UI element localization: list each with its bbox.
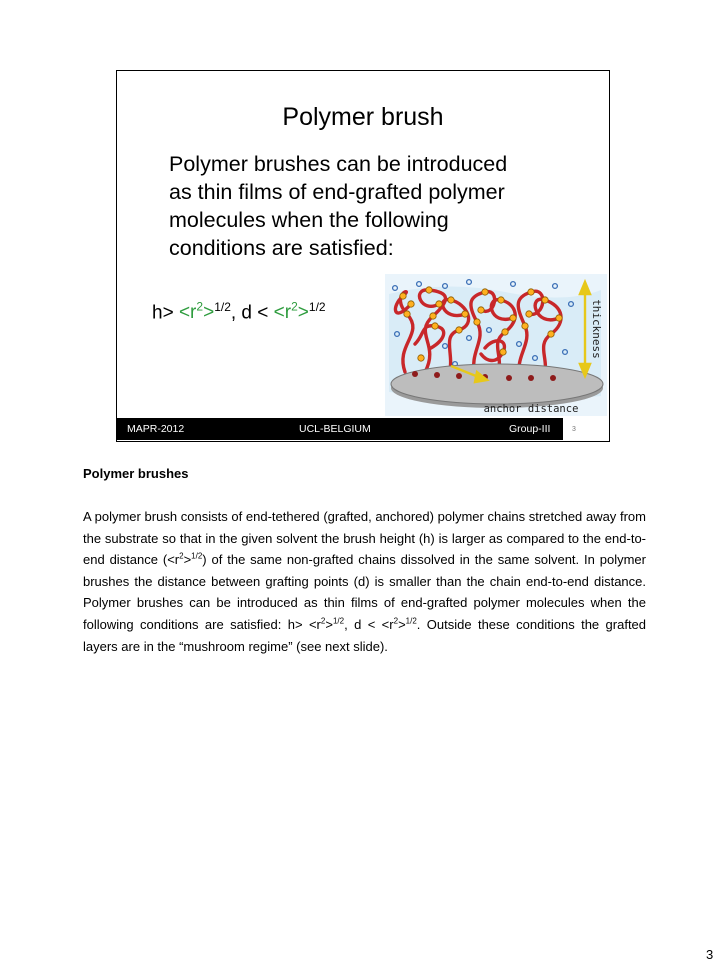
slide-title: Polymer brush: [282, 103, 444, 131]
formula-r2-term: $<r^2>$: [273, 300, 309, 324]
slide-text-line: as thin films of end-grafted polymer: [169, 180, 505, 204]
footer-right-text: Group-III: [509, 423, 551, 435]
formula-exponent: 1/2: [308, 300, 326, 314]
substrate-disk: [391, 364, 603, 404]
thickness-label: thickness: [590, 299, 603, 359]
notes-paragraph: A polymer brush consists of end-tethered (grafted, anchored) polymer chains stretched away from the substrate so that in the given solvent the brush height (h) is larger as compared to the end-to-end distance $(<r^2>^{1/2})$ of the same non-grafted chains dissolved in the same solvent. In polymer brushes the distance between grafting points (d) is smaller than the chain end-to-end distance. Polymer brushes can be introduced as thin films of end-grafted polymer molecules when the following conditions are satisfied: $h> <r^2>^{1/2}$, $d < <r^2>^{1/2}$. Outside these conditions the grafted layers are in the “mushroom regime” (see next slide).: [83, 509, 647, 654]
slide-text-line: molecules when the following: [169, 208, 449, 232]
slide-footer-bar: [117, 418, 563, 440]
slide-number: 3: [572, 426, 576, 433]
notes-heading: Polymer brushes: [83, 466, 189, 481]
formula-middle: , d <: [230, 302, 274, 324]
anchor-distance-label: anchor distance: [483, 403, 579, 415]
formula-r2-term: $<r^2>$: [178, 300, 215, 324]
embedded-slide: [116, 70, 610, 442]
footer-left-text: MAPR-2012: [127, 423, 185, 435]
footer-center-text: UCL-BELGIUM: [299, 423, 371, 435]
formula-h-prefix: h>: [152, 302, 179, 324]
formula-exponent: 1/2: [214, 300, 231, 314]
slide-body-text: [169, 150, 579, 262]
polymer-brush-illustration: [385, 274, 607, 416]
slide-text-line: Polymer brushes can be introduced: [169, 152, 508, 176]
slide-text-line: conditions are satisfied:: [169, 236, 394, 260]
brush-condition-formula: [152, 300, 326, 324]
page-number: 3: [706, 947, 714, 962]
